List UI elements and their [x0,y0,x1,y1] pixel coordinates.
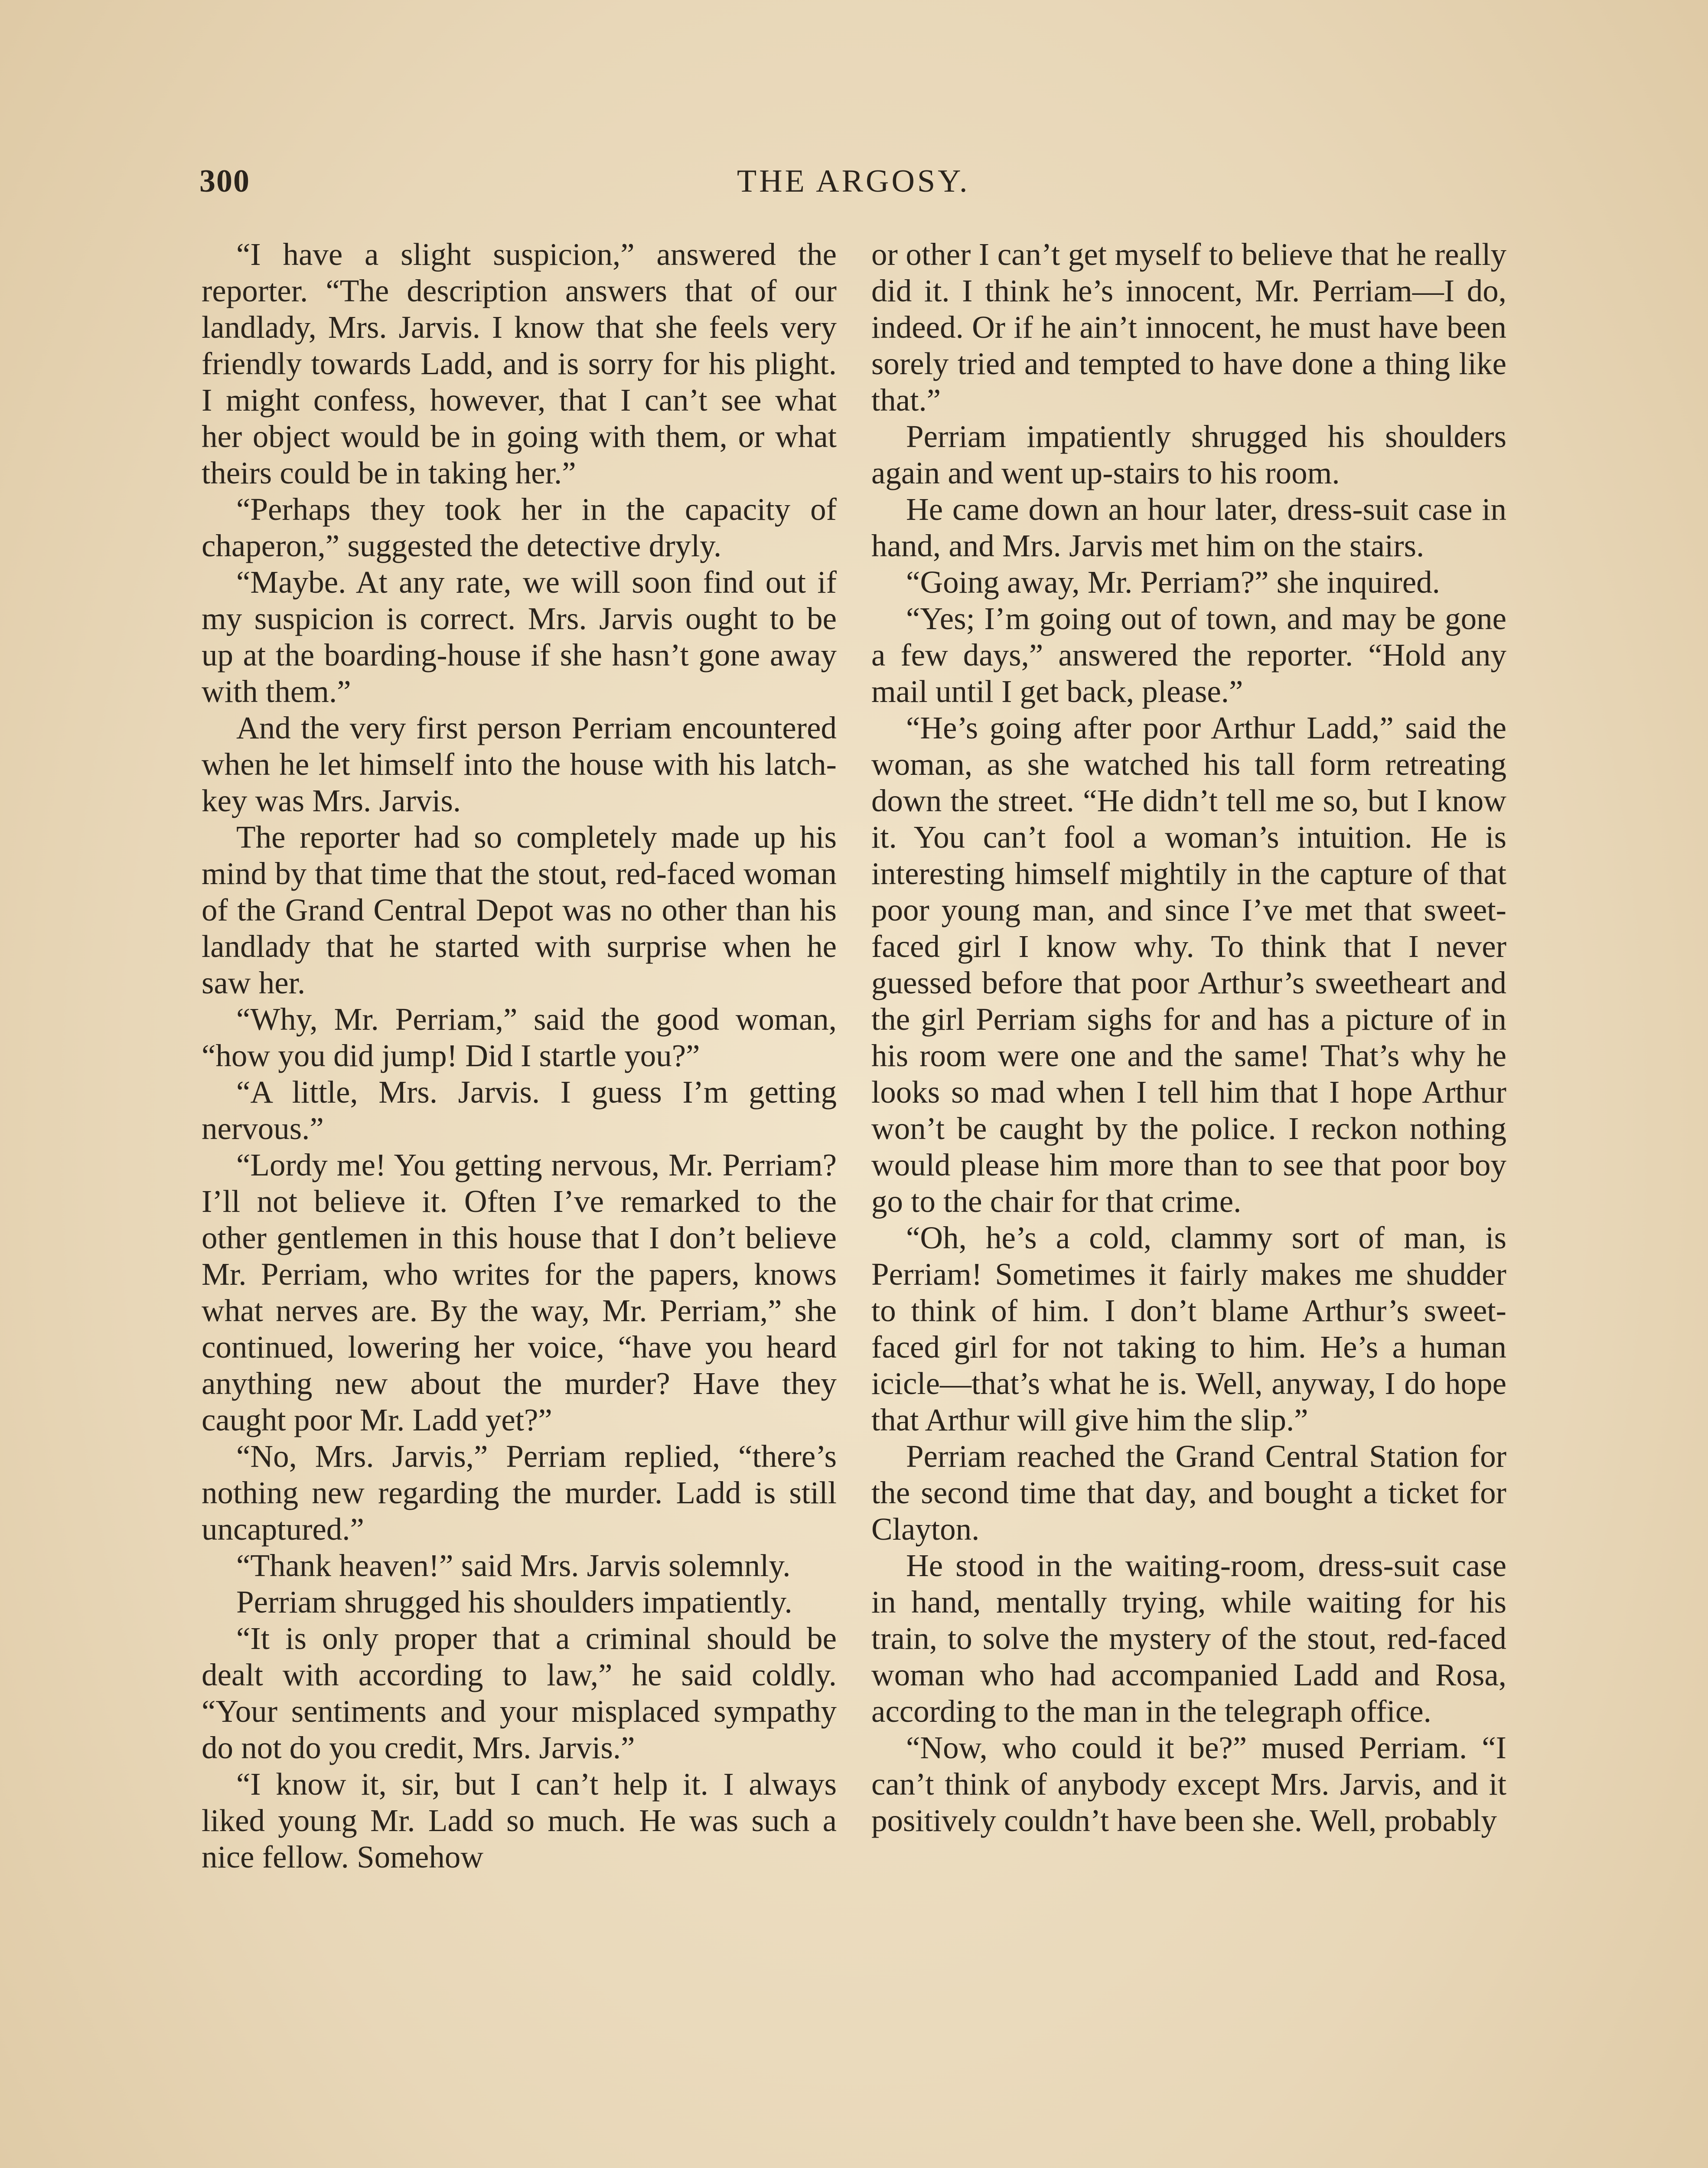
paragraph: “A little, Mrs. Jarvis. I guess I’m getting nervous.” [202,1074,837,1146]
left-column [202,236,837,1875]
paragraph: “I know it, sir, but I can’t help it. I always liked young Mr. Ladd so much. He was such a nice fellow. Somehow [202,1766,837,1874]
paragraph: “Yes; I’m going out of town, and may be gone a few days,” answered the reporter. “Hold any mail until I get back, please.” [871,601,1506,709]
continued-paragraph: or other I can’t get myself to believe that he really did it. I think he’s innocent, Mr. Perriam—I do, indeed. Or if he ain’t innocent, he must have been sorely tried and tempted to have done a thing like that.” [871,237,1506,418]
paragraph: “He’s going after poor Arthur Ladd,” said the woman, as she watched his tall form retreating down the street. “He didn’t tell me so, but I know it. You can’t fool a woman’s intuition. He is interesting himself mightily in the capture of that poor young man, and since I’ve met that sweet-faced girl I know why. To think that I never guessed before that poor Arthur’s sweetheart and the girl Perriam sighs for and has a picture of in his room were one and the same! That’s why he looks so mad when I tell him that I hope Arthur won’t be caught by the police. I reckon nothing would please him more than to see that poor boy go to the chair for that crime. [871,710,1506,1219]
page-number: 300 [199,163,250,199]
paragraph: And the very first person Perriam encountered when he let himself into the house with his latch-key was Mrs. Jarvis. [202,710,837,818]
paragraph: “Thank heaven!” said Mrs. Jarvis solemnly. [236,1548,791,1583]
paragraph: He stood in the waiting-room, dress-suit case in hand, mentally trying, while waiting for his train, to solve the mystery of the stout, red-faced woman who had accompanied Ladd and Rosa, according to the man in the telegraph office. [871,1548,1506,1729]
paragraph: “Maybe. At any rate, we will soon find out if my suspicion is correct. Mrs. Jarvis ought to be up at the boarding-house if she hasn’t gone away with them.” [202,565,837,709]
paragraph: “Perhaps they took her in the capacity of chaperon,” suggested the detective dryly. [202,492,837,563]
paragraph: “Why, Mr. Perriam,” said the good woman, “how you did jump! Did I startle you?” [202,1002,837,1073]
paragraph: “No, Mrs. Jarvis,” Perriam replied, “there’s nothing new regarding the murder. Ladd is still uncaptured.” [202,1439,837,1547]
page-header [199,163,1500,211]
paragraph: Perriam shrugged his shoulders impatiently. [236,1584,792,1619]
paragraph: “Oh, he’s a cold, clammy sort of man, is Perriam! Sometimes it fairly makes me shudder to think of him. I don’t blame Arthur’s sweet-faced girl for not taking to him. He’s a human icicle—that’s what he is. Well, anyway, I do hope that Arthur will give him the slip.” [871,1220,1506,1437]
paragraph: “Now, who could it be?” mused Perriam. “I can’t think of anybody except Mrs. Jarvis, and it positively couldn’t have been she. Well, probably [871,1730,1506,1838]
paragraph: He came down an hour later, dress-suit case in hand, and Mrs. Jarvis met him on the stairs. [871,492,1506,563]
paragraph: “It is only proper that a criminal should be dealt with according to law,” he said coldly. “Your sentiments and your misplaced sympathy do not do you credit, Mrs. Jarvis.” [202,1621,837,1765]
paragraph: “Lordy me! You getting nervous, Mr. Perriam? I’ll not believe it. Often I’ve remarked to the other gentlemen in this house that I don’t believe Mr. Perriam, who writes for the papers, knows what nerves are. By the way, Mr. Perriam,” she continued, lowering her voice, “have you heard anything new about the murder? Have they caught poor Mr. Ladd yet?” [202,1147,837,1437]
paragraph: “I have a slight suspicion,” answered the reporter. “The description answers that of our landlady, Mrs. Jarvis. I know that she feels very friendly towards Ladd, and is sorry for his plight. I might confess, however, that I can’t see what her object would be in going with them, or what theirs could be in taking her.” [202,237,837,490]
paragraph: Perriam impatiently shrugged his shoulders again and went up-stairs to his room. [871,419,1506,490]
paragraph: “Going away, Mr. Perriam?” she inquired. [906,565,1440,600]
right-column [871,236,1506,1839]
paragraph: The reporter had so completely made up his mind by that time that the stout, red-faced woman of the Grand Central Depot was no other than his landlady that he started with surprise when he saw her. [202,820,837,1000]
running-title: THE ARGOSY. [737,163,970,199]
paragraph: Perriam reached the Grand Central Station for the second time that day, and bought a ticket for Clayton. [871,1439,1506,1547]
